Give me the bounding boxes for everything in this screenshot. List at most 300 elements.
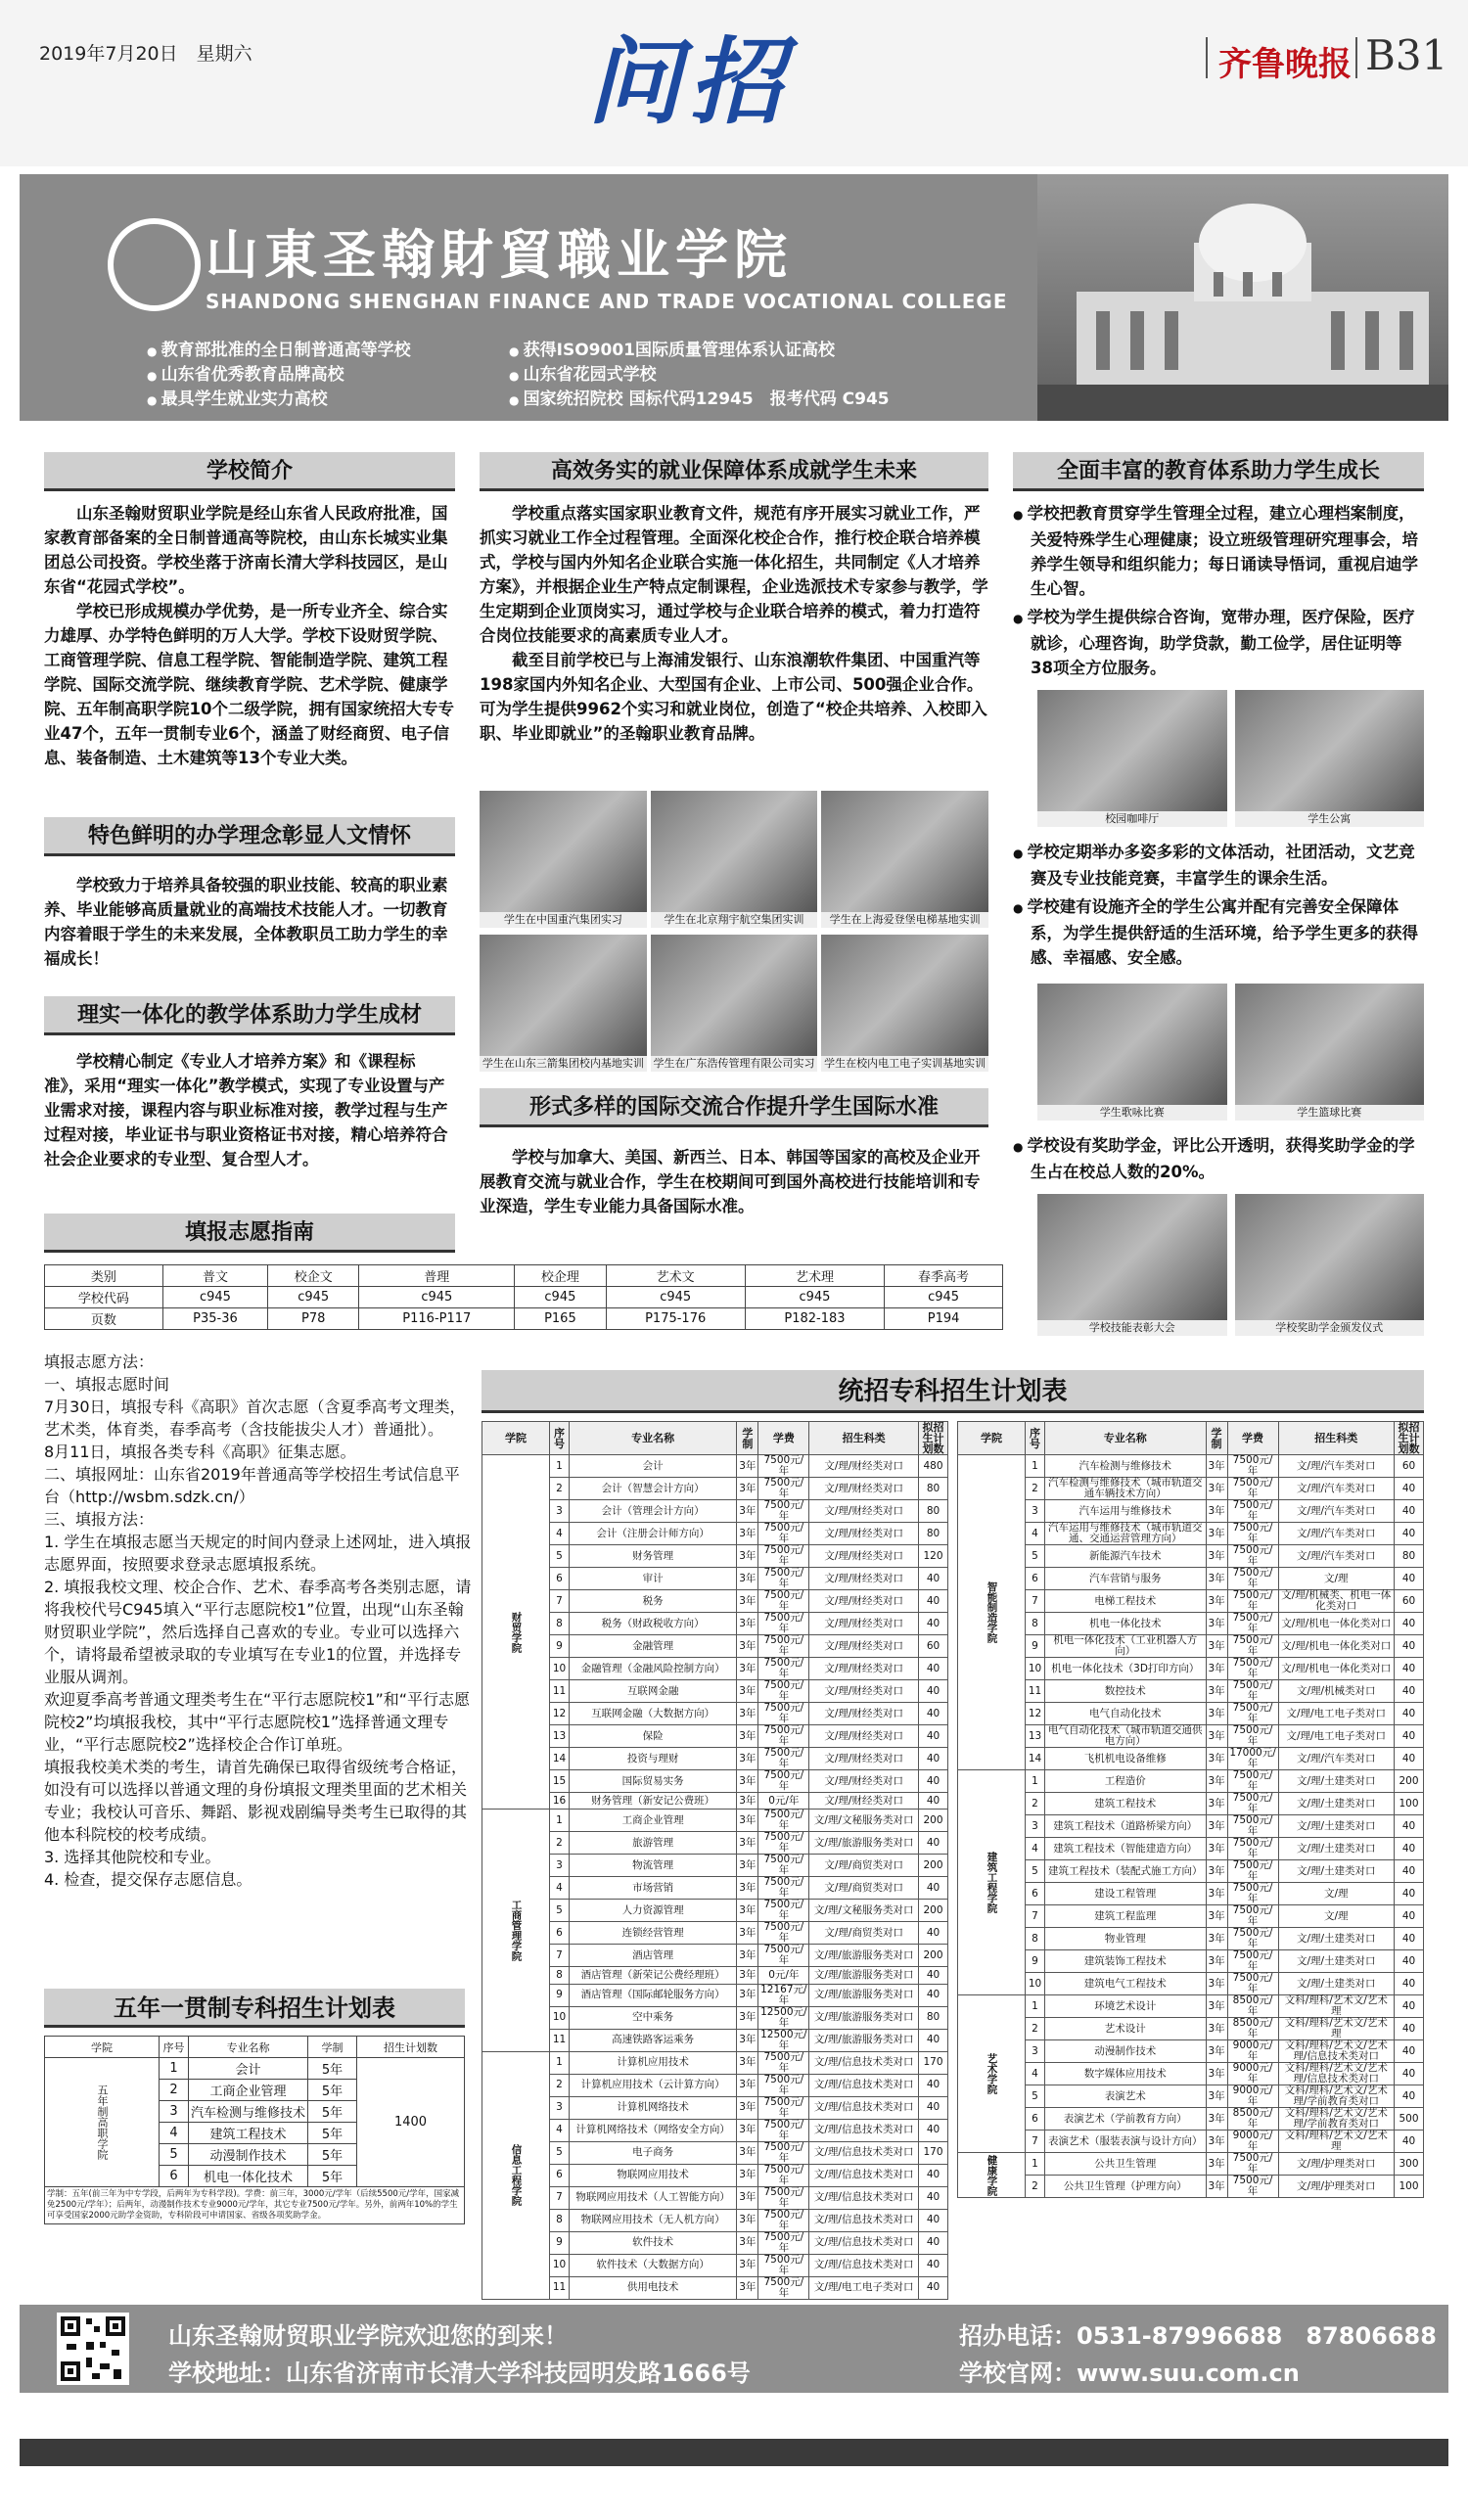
plan-row	[958, 1928, 1424, 1950]
plan-row	[482, 1478, 948, 1500]
footer-phone: 招办电话：0531-87996688 87806688	[959, 2322, 1437, 2350]
plan-cell: 工程造价	[1045, 1770, 1207, 1793]
plan-cell: 7	[550, 2186, 570, 2209]
plan-cell: 计算机应用技术	[570, 2051, 737, 2074]
plan-cell: 财务管理（新安记公费班）	[570, 1793, 737, 1810]
teaching-heading: 理实一体化的教学体系助力学生成材	[44, 996, 455, 1035]
plan-cell: 建筑工程监理	[1045, 1905, 1207, 1928]
plan-header-cell: 专业名称	[1045, 1422, 1207, 1455]
plan-cell: 文/理/信息技术类对口	[809, 2096, 919, 2119]
five-cell: 5年	[308, 2166, 357, 2187]
plan-cell: 3年	[1206, 1703, 1227, 1725]
plan-row	[482, 1703, 948, 1725]
plan-cell: 7500元/年	[758, 1855, 809, 1877]
plan-cell: 9000元/年	[1227, 2085, 1278, 2108]
photo-caption: 学生在中国重汽集团实习	[480, 912, 647, 928]
plan-cell: 7500元/年	[758, 2186, 809, 2209]
plan-cell: 200	[919, 1855, 948, 1877]
growth-body-2	[1013, 840, 1424, 970]
guide-cell: P194	[885, 1308, 1003, 1330]
plan-cell: 3年	[1206, 2040, 1227, 2063]
plan-cell: 12	[1026, 1703, 1045, 1725]
plan-cell: 汽车运用与维修技术	[1045, 1500, 1207, 1523]
plan-cell: 文/理/信息技术类对口	[809, 2051, 919, 2074]
plan-row	[482, 1635, 948, 1658]
plan-row	[958, 1568, 1424, 1590]
plan-row	[958, 1815, 1424, 1838]
plan-cell: 7500元/年	[1227, 1838, 1278, 1860]
plan-cell: 7500元/年	[758, 1545, 809, 1568]
plan-cell: 40	[919, 2186, 948, 2209]
plan-cell: 3年	[1206, 2018, 1227, 2040]
intl-paragraph: 学校与加拿大、美国、新西兰、日本、韩国等国家的高校及企业开展教育交流与就业合作，学生在校期间可到国外高校进行技能培训和专业深造，学生专业能力具备国际水准。	[480, 1148, 981, 1215]
plan-college-cell: 财贸学院	[482, 1455, 550, 1810]
plan-cell: 3年	[737, 2231, 758, 2254]
plan-row	[482, 1613, 948, 1635]
method-line: 二、填报网址：山东省2019年普通高等学校招生考试信息平台（http://wsbm.sdzk.cn/）	[44, 1465, 460, 1506]
plan-cell: 软件技术（大数据方向）	[570, 2254, 737, 2276]
plan-cell: 0元/年	[758, 1793, 809, 1810]
plan-cell: 12500元/年	[758, 2029, 809, 2051]
plan-cell: 7500元/年	[758, 1900, 809, 1922]
plan-cell: 10	[550, 1658, 570, 1680]
guide-header-cell: 校企文	[268, 1265, 359, 1287]
plan-cell: 40	[919, 1590, 948, 1613]
plan-cell: 7500元/年	[1227, 1905, 1278, 1928]
plan-cell: 7	[1026, 1905, 1045, 1928]
plan-cell: 40	[919, 1725, 948, 1748]
plan-cell: 7500元/年	[1227, 1860, 1278, 1883]
plan-row	[482, 2029, 948, 2051]
method-line: 填报志愿方法：	[44, 1352, 155, 1371]
plan-cell: 300	[1395, 2153, 1424, 2176]
plan-cell: 3年	[1206, 2085, 1227, 2108]
plan-cell: 会计（智慧会计方向）	[570, 1478, 737, 1500]
plan-cell: 4	[1026, 1523, 1045, 1545]
growth-bullet: ● 学校为学生提供综合咨询，宽带办理，医疗保险，医疗就诊，心理咨询，助学贷款，勤工俭学，居住证明等38项全方位服务。	[1013, 605, 1424, 680]
plan-cell: 7500元/年	[758, 1680, 809, 1703]
plan-college-cell: 艺术学院	[958, 1995, 1026, 2153]
plan-cell: 40	[1395, 1658, 1424, 1680]
plan-row	[958, 1793, 1424, 1815]
award-ceremony-photo	[1037, 1194, 1227, 1320]
plan-cell: 9	[550, 1635, 570, 1658]
plan-cell: 软件技术	[570, 2231, 737, 2254]
plan-cell: 2	[1026, 1478, 1045, 1500]
plan-cell: 新能源汽车技术	[1045, 1545, 1207, 1568]
plan-cell: 物联网应用技术（人工智能方向）	[570, 2186, 737, 2209]
plan-table-right	[957, 1421, 1424, 2198]
photo-card	[651, 791, 818, 928]
plan-row	[482, 2254, 948, 2276]
intro-heading: 学校简介	[44, 452, 455, 491]
plan-cell: 3年	[1206, 1995, 1227, 2018]
guide-table	[44, 1264, 1003, 1330]
plan-cell: 7500元/年	[1227, 1658, 1278, 1680]
plan-cell: 40	[1395, 1613, 1424, 1635]
employ-heading: 高效务实的就业保障体系成就学生未来	[480, 452, 988, 491]
plan-cell: 7500元/年	[1227, 1500, 1278, 1523]
plan-cell: 3年	[737, 1613, 758, 1635]
plan-row	[482, 1680, 948, 1703]
plan-cell: 供用电技术	[570, 2276, 737, 2299]
plan-cell: 3年	[1206, 2176, 1227, 2198]
plan-cell: 8500元/年	[1227, 2108, 1278, 2131]
photo-caption: 学生在上海爱登堡电梯基地实训	[821, 912, 988, 928]
method-line: 8月11日，填报各类专科《高职》征集志愿。	[44, 1443, 356, 1461]
plan-cell: 9	[1026, 1950, 1045, 1973]
plan-cell: 80	[919, 1500, 948, 1523]
plan-cell: 7500元/年	[758, 1725, 809, 1748]
plan-row	[958, 1860, 1424, 1883]
guide-heading: 填报志愿指南	[44, 1214, 455, 1253]
plan-header-cell: 学费	[1227, 1422, 1278, 1455]
plan-cell: 5	[1026, 1545, 1045, 1568]
plan-row	[958, 1613, 1424, 1635]
plan-cell: 5	[1026, 1860, 1045, 1883]
plan-cell: 7500元/年	[758, 2119, 809, 2141]
plan-header-cell: 序号	[1026, 1422, 1045, 1455]
plan-header-cell: 学院	[482, 1422, 550, 1455]
growth-photo-row	[1037, 1194, 1424, 1336]
plan-cell: 文科/理科/艺术文/艺术理	[1278, 2018, 1394, 2040]
plan-row	[958, 1703, 1424, 1725]
plan-cell: 3年	[737, 1984, 758, 2006]
plan-cell: 酒店管理	[570, 1945, 737, 1967]
plan-cell: 文/理/护理类对口	[1278, 2153, 1394, 2176]
plan-cell: 文/理/财经类对口	[809, 1680, 919, 1703]
five-cell: 机电一体化技术	[189, 2166, 308, 2187]
plan-row	[482, 2186, 948, 2209]
footer-banner	[20, 2305, 1448, 2393]
plan-cell: 7500元/年	[758, 2096, 809, 2119]
plan-cell: 40	[919, 1680, 948, 1703]
plan-header-row	[482, 1422, 948, 1455]
plan-cell: 电梯工程技术	[1045, 1590, 1207, 1613]
college-logo	[108, 218, 201, 311]
guide-cell: P175-176	[606, 1308, 745, 1330]
plan-cell: 7	[1026, 1590, 1045, 1613]
teaching-paragraph: 学校精心制定《专业人才培养方案》和《课程标准》，采用“理实一体化”教学模式，实现了专业设置与产业需求对接，课程内容与职业标准对接，教学过程与生产过程对接，毕业证书与职业资格证书对接，精心培养符合社会企业要求的专业型、复合型人才。	[44, 1052, 448, 1168]
photo-caption: 学生在北京翔宇航空集团实训	[651, 912, 818, 928]
plan-cell: 文/理/汽车类对口	[1278, 1500, 1394, 1523]
plan-cell: 7500元/年	[1227, 1680, 1278, 1703]
photo-caption: 学生在山东三箭集团校内基地实训	[480, 1056, 647, 1072]
plan-cell: 3年	[737, 1680, 758, 1703]
plan-cell: 3年	[1206, 1523, 1227, 1545]
growth-body-1	[1013, 501, 1424, 680]
plan-cell: 9	[1026, 1635, 1045, 1658]
plan-cell: 40	[1395, 1928, 1424, 1950]
plan-cell: 40	[919, 2096, 948, 2119]
plan-row	[958, 1725, 1424, 1748]
growth-photo-row	[1037, 690, 1424, 827]
plan-cell: 汽车营销与服务	[1045, 1568, 1207, 1590]
plan-college-cell: 建筑工程学院	[958, 1770, 1026, 1995]
plan-cell: 11	[550, 2029, 570, 2051]
guide-cell: c945	[885, 1287, 1003, 1308]
plan-cell: 80	[1395, 1545, 1424, 1568]
plan-cell: 4	[550, 1877, 570, 1900]
plan-row	[482, 1455, 948, 1478]
intro-body	[44, 501, 455, 770]
method-line: 三、填报方法：	[44, 1510, 155, 1529]
method-line: 7月30日，填报专科《高职》首次志愿（含夏季高考文理类，艺术类，体育类，春季高考（含技能拔尖人才）普通批）。	[44, 1397, 466, 1439]
plan-cell: 市场营销	[570, 1877, 737, 1900]
plan-cell: 文/理/商贸类对口	[809, 1855, 919, 1877]
plan-row	[482, 1590, 948, 1613]
five-header-cell: 专业名称	[189, 2037, 308, 2058]
growth-bullet: ● 学校定期举办多姿多彩的文体活动，社团活动，文艺竞赛及专业技能竞赛，丰富学生的课余生活。	[1013, 840, 1424, 891]
plan-cell: 会计	[570, 1455, 737, 1478]
five-cell: 5年	[308, 2080, 357, 2101]
plan-cell: 3年	[737, 1793, 758, 1810]
plan-cell: 7500元/年	[758, 1455, 809, 1478]
plan-cell: 3年	[737, 1658, 758, 1680]
plan-cell: 6	[550, 1568, 570, 1590]
plan-cell: 2	[550, 1478, 570, 1500]
plan-cell: 文科/理科/艺术文/艺术理/信息技术类对口	[1278, 2063, 1394, 2085]
plan-cell: 金融管理（金融风险控制方向）	[570, 1658, 737, 1680]
plan-cell: 7500元/年	[1227, 2176, 1278, 2198]
plan-cell: 40	[919, 1967, 948, 1984]
plan-cell: 3年	[737, 1635, 758, 1658]
plan-cell: 3年	[737, 2006, 758, 2029]
photo-caption: 学生篮球比赛	[1235, 1105, 1425, 1121]
plan-cell: 7	[550, 1945, 570, 1967]
plan-cell: 7500元/年	[1227, 1455, 1278, 1478]
banner-bullet: ● 教育部批准的全日制普通高等学校	[147, 339, 411, 363]
plan-row	[482, 1922, 948, 1945]
banner-bullet: ● 获得ISO9001国际质量管理体系认证高校	[509, 339, 890, 363]
plan-cell: 40	[919, 1984, 948, 2006]
campus-building-image	[1037, 174, 1448, 421]
plan-cell: 2	[550, 1832, 570, 1855]
plan-cell: 40	[919, 2276, 948, 2299]
method-line: 2. 填报我校文理、校企合作、艺术、春季高考各类别志愿，请将我校代号C945填入“平行志愿院校1”位置，出现“山东圣翰财贸职业学院”，然后选择自己喜欢的专业。专业可以选择六个，请将最希望被录取的专业填写在专业1的位置，并选择专业服从调剂。	[44, 1578, 472, 1686]
method-line: 3. 选择其他院校和专业。	[44, 1848, 221, 1866]
plan-cell: 9000元/年	[1227, 2040, 1278, 2063]
plan-cell: 40	[919, 1613, 948, 1635]
plan-cell: 40	[919, 2209, 948, 2231]
plan-row	[482, 2051, 948, 2074]
plan-cell: 保险	[570, 1725, 737, 1748]
plan-cell: 物联网应用技术（无人机方向）	[570, 2209, 737, 2231]
plan-cell: 空中乘务	[570, 2006, 737, 2029]
plan-cell: 文/理/土建类对口	[1278, 1793, 1394, 1815]
plan-cell: 7500元/年	[758, 1590, 809, 1613]
plan-cell: 200	[919, 1810, 948, 1832]
bottom-bar	[20, 2439, 1448, 2466]
five-cell: 动漫制作技术	[189, 2144, 308, 2166]
five-cell: 5年	[308, 2101, 357, 2123]
plan-cell: 国际贸易实务	[570, 1770, 737, 1793]
plan-cell: 4	[1026, 1838, 1045, 1860]
plan-cell: 文/理/信息技术类对口	[809, 2186, 919, 2209]
plan-cell: 3年	[737, 2254, 758, 2276]
plan-cell: 7500元/年	[1227, 1725, 1278, 1748]
plan-row	[482, 1770, 948, 1793]
guide-header-cell: 艺术理	[745, 1265, 884, 1287]
plan-cell: 金融管理	[570, 1635, 737, 1658]
plan-cell: 40	[1395, 2131, 1424, 2153]
plan-cell: 4	[550, 2119, 570, 2141]
plan-cell: 文/理/机电一体化类对口	[1278, 1635, 1394, 1658]
five-cell: 5年	[308, 2144, 357, 2166]
five-row	[45, 2058, 465, 2080]
plan-cell: 0元/年	[758, 1967, 809, 1984]
plan-cell: 7500元/年	[758, 2141, 809, 2164]
plan-row	[482, 1568, 948, 1590]
plan-cell: 文/理/信息技术类对口	[809, 2141, 919, 2164]
plan-cell: 3	[550, 2096, 570, 2119]
plan-cell: 文科/理科/艺术文/艺术理/学前教育类对口	[1278, 2108, 1394, 2131]
method-line: 一、填报志愿时间	[44, 1375, 170, 1394]
plan-cell: 物业管理	[1045, 1928, 1207, 1950]
plan-cell: 40	[1395, 1838, 1424, 1860]
five-cell: 5年	[308, 2123, 357, 2144]
plan-row	[482, 1545, 948, 1568]
plan-cell: 3年	[737, 2029, 758, 2051]
plan-cell: 3年	[737, 1945, 758, 1967]
plan-cell: 3年	[1206, 1815, 1227, 1838]
plan-cell: 3年	[1206, 1658, 1227, 1680]
plan-cell: 40	[919, 2164, 948, 2186]
photo-card	[480, 791, 647, 928]
plan-cell: 60	[1395, 1455, 1424, 1478]
plan-cell: 文/理/电工电子类对口	[1278, 1725, 1394, 1748]
plan-cell: 文/理/商贸类对口	[809, 1877, 919, 1900]
plan-row	[482, 1725, 948, 1748]
plan-cell: 7500元/年	[1227, 1793, 1278, 1815]
plan-cell: 40	[1395, 1635, 1424, 1658]
plan-cell: 6	[1026, 2108, 1045, 2131]
plan-cell: 8	[550, 1967, 570, 1984]
guide-cell: 页数	[45, 1308, 163, 1330]
photo-caption: 学生公寓	[1235, 811, 1425, 827]
plan-cell: 文/理/信息技术类对口	[809, 2119, 919, 2141]
plan-cell: 文/理/旅游服务类对口	[809, 1832, 919, 1855]
plan-cell: 40	[1395, 1568, 1424, 1590]
plan-cell: 文/理/财经类对口	[809, 1725, 919, 1748]
plan-row	[958, 1523, 1424, 1545]
plan-cell: 3年	[1206, 1928, 1227, 1950]
newspaper-name: 齐鲁晚报	[1218, 45, 1352, 84]
plan-cell: 3年	[737, 1478, 758, 1500]
college-name-cn: 山東圣翰財貿職业学院	[206, 223, 793, 286]
concept-paragraph: 学校致力于培养具备较强的职业技能、较高的职业素养、毕业能够高质量就业的高端技术技能人才。一切教育内容着眼于学生的未来发展，全体教职员工助力学生的幸福成长！	[44, 876, 448, 968]
divider	[1355, 37, 1357, 78]
footer-welcome: 山东圣翰财贸职业学院欢迎您的到来！	[168, 2322, 568, 2350]
plan-cell: 40	[1395, 1478, 1424, 1500]
plan-cell: 3年	[1206, 2108, 1227, 2131]
method-line: 填报我校美术类的考生，请首先确保已取得省级统考合格证，如没有可以选择以普通文理的身份填报文理类里面的艺术相关专业；我校认可音乐、舞蹈、影视戏剧编导类考生已取得的其他本科院校的校考成绩。	[44, 1758, 468, 1844]
plan-cell: 环境艺术设计	[1045, 1995, 1207, 2018]
dorm-photo	[1235, 690, 1425, 811]
five-cell: 会计	[189, 2058, 308, 2080]
plan-cell: 7500元/年	[758, 2051, 809, 2074]
plan-header-cell: 拟招生计划数	[1395, 1422, 1424, 1455]
plan-cell: 计算机网络技术（网络安全方向）	[570, 2119, 737, 2141]
plan-cell: 文/理	[1278, 1883, 1394, 1905]
plan-row	[482, 2209, 948, 2231]
plan-cell: 文/理/土建类对口	[1278, 1950, 1394, 1973]
plan-cell: 7500元/年	[758, 1770, 809, 1793]
plan-header-cell: 学制	[737, 1422, 758, 1455]
training-photo	[480, 935, 647, 1056]
plan-cell: 3年	[1206, 1635, 1227, 1658]
plan-heading: 统招专科招生计划表	[482, 1370, 1424, 1413]
plan-cell: 60	[919, 1635, 948, 1658]
plan-cell: 机电一体化技术（3D打印方向）	[1045, 1658, 1207, 1680]
plan-cell: 100	[1395, 1793, 1424, 1815]
plan-cell: 7500元/年	[1227, 1815, 1278, 1838]
plan-cell: 数控技术	[1045, 1680, 1207, 1703]
plan-cell: 酒店管理（新荣记公费经理班）	[570, 1967, 737, 1984]
plan-cell: 人力资源管理	[570, 1900, 737, 1922]
plan-cell: 3年	[737, 2141, 758, 2164]
plan-cell: 文科/理科/艺术文/艺术理	[1278, 2131, 1394, 2153]
plan-cell: 7500元/年	[1227, 1928, 1278, 1950]
plan-row	[482, 2119, 948, 2141]
plan-cell: 表演艺术（学前教育方向）	[1045, 2108, 1207, 2131]
plan-cell: 40	[919, 1658, 948, 1680]
page-number: B31	[1365, 31, 1448, 79]
employ-photo-row	[480, 935, 988, 1072]
plan-cell: 40	[1395, 1883, 1424, 1905]
plan-cell: 40	[1395, 1500, 1424, 1523]
plan-cell: 3年	[737, 2074, 758, 2096]
plan-cell: 40	[1395, 2085, 1424, 2108]
plan-cell: 7500元/年	[758, 1703, 809, 1725]
guide-row	[45, 1308, 1003, 1330]
plan-cell: 3年	[1206, 1905, 1227, 1928]
singing-contest-photo	[1037, 984, 1227, 1105]
plan-cell: 9	[550, 2231, 570, 2254]
plan-row	[482, 2141, 948, 2164]
plan-cell: 文/理/电工电子类对口	[809, 2276, 919, 2299]
plan-cell: 高速铁路客运乘务	[570, 2029, 737, 2051]
plan-cell: 税务（财政税收方向）	[570, 1613, 737, 1635]
five-cell: 工商企业管理	[189, 2080, 308, 2101]
plan-cell: 文/理/财经类对口	[809, 1793, 919, 1810]
section-title: 问招	[587, 26, 791, 137]
footer-address: 学校地址：山东省济南市长清大学科技园明发路1666号	[168, 2360, 751, 2387]
plan-row	[482, 1877, 948, 1900]
method-line: 1. 学生在填报志愿当天规定的时间内登录上述网址，进入填报志愿界面，按照要求登录志愿填报系统。	[44, 1533, 472, 1574]
plan-header-cell: 招生科类	[1278, 1422, 1394, 1455]
plan-cell: 8	[550, 1613, 570, 1635]
plan-cell: 40	[919, 1922, 948, 1945]
employ-paragraph: 学校重点落实国家职业教育文件，规范有序开展实习就业工作，严抓实习就业工作全过程管理。全面深化校企合作，推行校企联合培养模式，学校与国内外知名企业联合实施一体化招生，共同制定《人才培养方案》，并根据企业生产特点定制课程，企业选派技术专家参与教学，学生定期到企业顶岗实习，通过学校与企业联合培养的模式，着力打造符合岗位技能要求的高素质专业人才。	[480, 504, 988, 645]
plan-cell: 5	[550, 2141, 570, 2164]
five-cell: 5	[160, 2144, 189, 2166]
guide-cell: c945	[745, 1287, 884, 1308]
plan-cell: 7500元/年	[758, 2164, 809, 2186]
plan-cell: 文/理/财经类对口	[809, 1590, 919, 1613]
five-note-row	[45, 2187, 465, 2224]
plan-cell: 17000元/年	[1227, 1748, 1278, 1770]
plan-cell: 10	[550, 2006, 570, 2029]
plan-cell: 40	[1395, 2040, 1424, 2063]
plan-row	[958, 1635, 1424, 1658]
plan-cell: 10	[1026, 1658, 1045, 1680]
plan-cell: 15	[550, 1770, 570, 1793]
plan-cell: 1	[1026, 1995, 1045, 2018]
plan-cell: 酒店管理（国际邮轮服务方向）	[570, 1984, 737, 2006]
plan-cell: 200	[919, 1945, 948, 1967]
plan-cell: 文/理/旅游服务类对口	[809, 2029, 919, 2051]
